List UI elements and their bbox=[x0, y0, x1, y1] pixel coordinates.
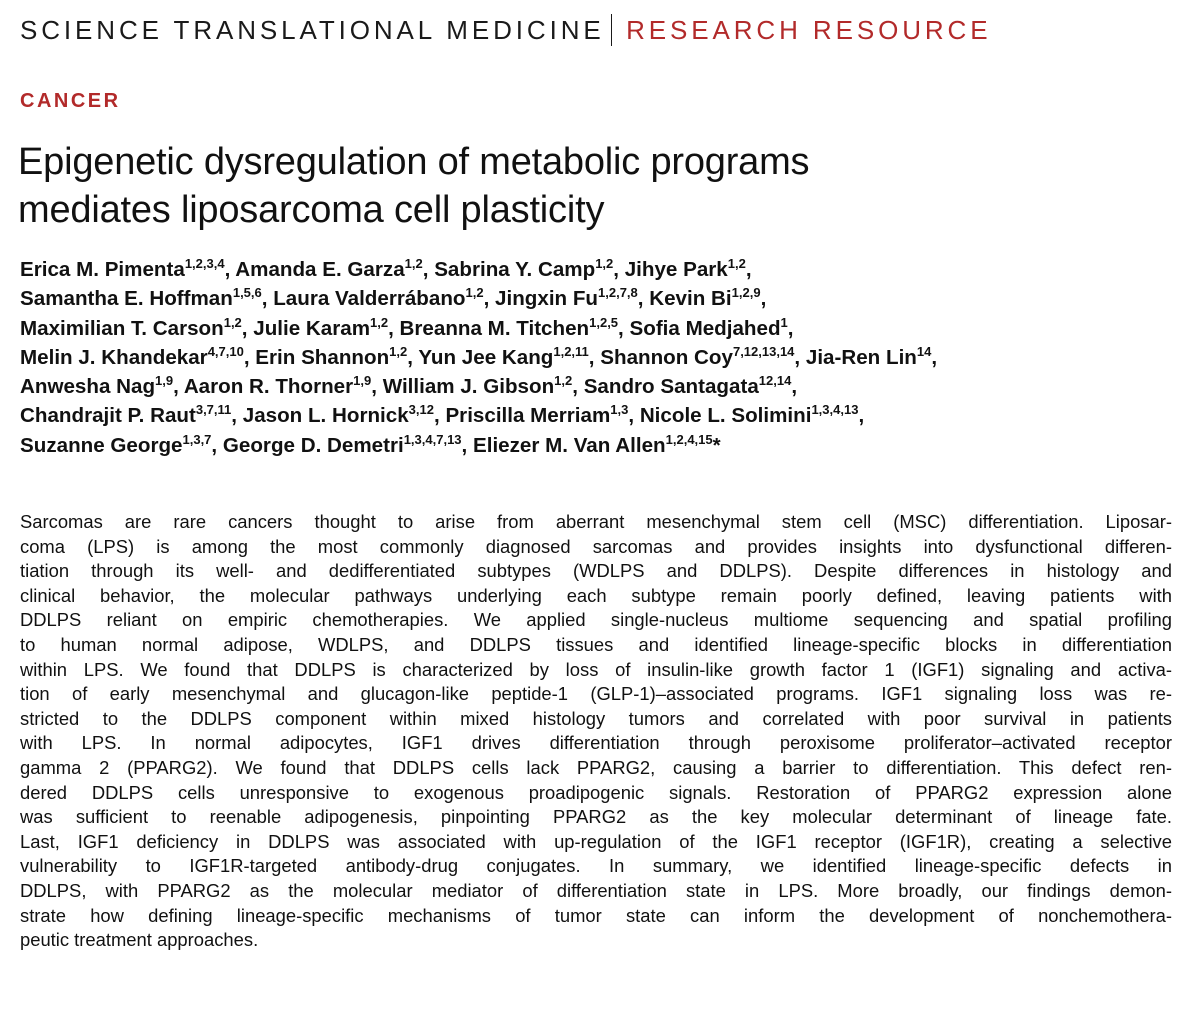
author-affiliation-marks: 7,12,13,14 bbox=[732, 343, 795, 359]
author-affiliation-marks: 1,2,7,8 bbox=[598, 285, 638, 301]
abstract-line: with LPS. In normal adipocytes, IGF1 drives differentiation through peroxisome proliferator–activated receptor bbox=[20, 732, 1172, 754]
author-name: Amanda E. Garza bbox=[235, 258, 405, 281]
author-separator: , bbox=[224, 258, 236, 281]
author-separator: , bbox=[483, 287, 496, 311]
author-name: Laura Valderrábano bbox=[273, 287, 466, 311]
author-affiliation-marks: 1,2 bbox=[465, 285, 484, 301]
author-name: Erica M. Pimenta bbox=[20, 258, 185, 281]
journal-masthead bbox=[20, 10, 1180, 50]
author-separator: , bbox=[745, 258, 752, 281]
abstract-line: Last, IGF1 deficiency in DDLPS was associated with up-regulation of the IGF1 receptor (IGF1R), creating a selective bbox=[20, 830, 1172, 852]
author-separator: , bbox=[231, 404, 243, 428]
author-separator: , bbox=[618, 316, 630, 340]
author-name: Jason L. Hornick bbox=[242, 404, 409, 428]
author-affiliation-marks: 1,2,9 bbox=[731, 285, 761, 301]
author-separator: , bbox=[371, 375, 383, 399]
author-separator: , bbox=[211, 433, 223, 457]
author-affiliation-marks: 1,2 bbox=[404, 256, 423, 271]
article-type: RESEARCH RESOURCE bbox=[626, 14, 992, 45]
abstract-line: stricted to the DDLPS component within mixed histology tumors and correlated with poor survival in patients bbox=[20, 707, 1172, 729]
abstract-line: was sufficient to reenable adipogenesis, pinpointing PPARG2 as the key molecular determinant of lineage fate. bbox=[20, 806, 1172, 828]
abstract-line: Sarcomas are rare cancers thought to arise from aberrant mesenchymal stem cell (MSC) differentiation. Liposar- bbox=[20, 511, 1172, 532]
author-name: Breanna M. Titchen bbox=[399, 316, 590, 340]
title-line: mediates liposarcoma cell plasticity bbox=[18, 189, 605, 231]
author-affiliation-marks: 1,3,4,13 bbox=[811, 402, 859, 418]
abstract-line: DDLPS, with PPARG2 as the molecular mediator of differentiation state in LPS. More broadly, our findings demon- bbox=[20, 879, 1172, 901]
author-affiliation-marks: 1,2 bbox=[223, 314, 242, 330]
abstract bbox=[20, 510, 1172, 953]
author-affiliation-marks: 1,9 bbox=[155, 373, 174, 389]
author-name: Suzanne George bbox=[20, 433, 183, 457]
author-name: Samantha E. Hoffman bbox=[20, 287, 233, 311]
abstract-line: coma (LPS) is among the most commonly diagnosed sarcomas and provides insights into dysfunctional differen- bbox=[20, 535, 1172, 557]
author-affiliation-marks: 1,2,11 bbox=[553, 343, 589, 359]
abstract-line: strate how defining lineage-specific mechanisms of tumor state can inform the development of nonchemothera- bbox=[20, 904, 1172, 926]
author-affiliation-marks: 14 bbox=[916, 343, 932, 359]
author-affiliation-marks: 12,14 bbox=[758, 373, 792, 389]
abstract-line: gamma 2 (PPARG2). We found that DDLPS cells lack PPARG2, causing a barrier to differentiation. This defect ren- bbox=[20, 756, 1172, 778]
author-separator: , bbox=[173, 375, 184, 399]
author-separator: , bbox=[243, 345, 256, 369]
author-name: Shannon Coy bbox=[600, 345, 733, 369]
author-name: Nicole L. Solimini bbox=[639, 404, 812, 428]
author-separator: , bbox=[388, 316, 400, 340]
abstract-line: DDLPS reliant on empiric chemotherapies. We applied single-nucleus multiome sequencing and spatial profiling bbox=[20, 609, 1172, 631]
author-name: Jihye Park bbox=[624, 258, 728, 281]
author-separator: , bbox=[858, 404, 865, 428]
author-name: Jingxin Fu bbox=[495, 287, 599, 311]
abstract-line: vulnerability to IGF1R-targeted antibody-drug conjugates. In summary, we identified lineage-specific defects in bbox=[20, 855, 1172, 877]
author-name: Anwesha Nag bbox=[20, 375, 156, 399]
abstract-line: tion of early mesenchymal and glucagon-like peptide-1 (GLP-1)–associated programs. IGF1 signaling loss was re- bbox=[20, 683, 1172, 705]
journal-name: SCIENCE TRANSLATIONAL MEDICINE bbox=[20, 14, 605, 45]
author-line bbox=[20, 372, 1180, 401]
author-separator: , bbox=[791, 375, 798, 399]
author-name: Maximilian T. Carson bbox=[20, 316, 224, 340]
author-name: Aaron R. Thorner bbox=[183, 375, 354, 399]
author-separator: , bbox=[407, 345, 419, 369]
author-name: Julie Karam bbox=[253, 316, 371, 340]
author-affiliation-marks: 1 bbox=[780, 314, 788, 330]
author-affiliation-marks: 1,2 bbox=[554, 373, 573, 389]
author-line bbox=[20, 431, 1180, 460]
author-name: Sofia Medjahed bbox=[629, 316, 781, 340]
author-name: Sabrina Y. Camp bbox=[434, 258, 596, 281]
author-name: Yun Jee Kang bbox=[418, 345, 554, 369]
author-name: Chandrajit P. Raut bbox=[20, 404, 196, 428]
author-separator: , bbox=[613, 258, 625, 281]
author-name: Eliezer M. Van Allen bbox=[472, 433, 666, 457]
author-name: George D. Demetri bbox=[222, 433, 404, 457]
author-name: Jia-Ren Lin bbox=[805, 345, 917, 369]
author-separator: , bbox=[461, 433, 473, 457]
author-name: Erin Shannon bbox=[255, 345, 390, 369]
abstract-line: tiation through its well- and dedifferentiated subtypes (WDLPS and DDLPS). Despite differences in histology and bbox=[20, 560, 1172, 582]
article-title bbox=[18, 138, 1178, 234]
author-separator: , bbox=[433, 404, 446, 428]
author-name: Priscilla Merriam bbox=[445, 404, 611, 428]
author-affiliation-marks: 1,5,6 bbox=[232, 285, 262, 301]
abstract-line: peutic treatment approaches. bbox=[20, 929, 259, 951]
author-name: William J. Gibson bbox=[382, 375, 555, 399]
author-affiliation-marks: 1,2 bbox=[595, 256, 614, 271]
author-line bbox=[20, 343, 1180, 372]
author-line bbox=[20, 314, 1180, 343]
author-separator: , bbox=[588, 345, 601, 369]
author-affiliation-marks: 1,2,5 bbox=[589, 314, 619, 330]
author-affiliation-marks: 1,2 bbox=[727, 256, 746, 271]
subject-category: CANCER bbox=[20, 90, 121, 112]
author-line bbox=[20, 284, 1180, 313]
author-separator: , bbox=[760, 287, 767, 311]
author-line bbox=[20, 255, 1180, 284]
author-separator: , bbox=[261, 287, 274, 311]
abstract-line: to human normal adipose, WDLPS, and DDLPS tissues and identified lineage-specific blocks in differentiation bbox=[20, 633, 1172, 655]
author-affiliation-marks: 1,2,4,15 bbox=[665, 431, 713, 447]
author-separator: , bbox=[787, 316, 794, 340]
author-name: Kevin Bi bbox=[649, 287, 732, 311]
abstract-line: within LPS. We found that DDLPS is characterized by loss of insulin-like growth factor 1 (IGF1) signaling and activa- bbox=[20, 658, 1172, 680]
author-separator: , bbox=[241, 316, 254, 340]
author-name: Melin J. Khandekar bbox=[20, 345, 208, 369]
author-separator: , bbox=[931, 345, 938, 369]
author-affiliation-marks: 4,7,10 bbox=[207, 343, 244, 359]
author-name: Sandro Santagata bbox=[583, 375, 759, 399]
author-affiliation-marks: 1,9 bbox=[353, 373, 372, 389]
author-affiliation-marks: 1,3,7 bbox=[182, 431, 212, 447]
author-separator: * bbox=[712, 433, 721, 457]
author-separator: , bbox=[637, 287, 650, 311]
author-line bbox=[20, 401, 1180, 430]
author-list bbox=[20, 255, 1180, 460]
author-affiliation-marks: 3,7,11 bbox=[195, 402, 232, 418]
author-separator: , bbox=[572, 375, 584, 399]
author-affiliation-marks: 1,3,4,7,13 bbox=[403, 431, 462, 447]
author-affiliation-marks: 1,2,3,4 bbox=[184, 256, 225, 271]
author-separator: , bbox=[794, 345, 806, 369]
title-line: Epigenetic dysregulation of metabolic programs bbox=[18, 141, 810, 183]
author-separator: , bbox=[422, 258, 435, 281]
author-affiliation-marks: 3,12 bbox=[408, 402, 434, 418]
author-affiliation-marks: 1,3 bbox=[610, 402, 629, 418]
author-affiliation-marks: 1,2 bbox=[389, 343, 408, 359]
abstract-line: dered DDLPS cells unresponsive to exogenous proadipogenic signals. Restoration of PPARG2 expression alone bbox=[20, 781, 1172, 803]
author-affiliation-marks: 1,2 bbox=[370, 314, 389, 330]
author-separator: , bbox=[628, 404, 640, 428]
masthead-divider bbox=[611, 14, 613, 46]
abstract-line: clinical behavior, the molecular pathways underlying each subtype remain poorly defined, leaving patients with bbox=[20, 584, 1172, 606]
